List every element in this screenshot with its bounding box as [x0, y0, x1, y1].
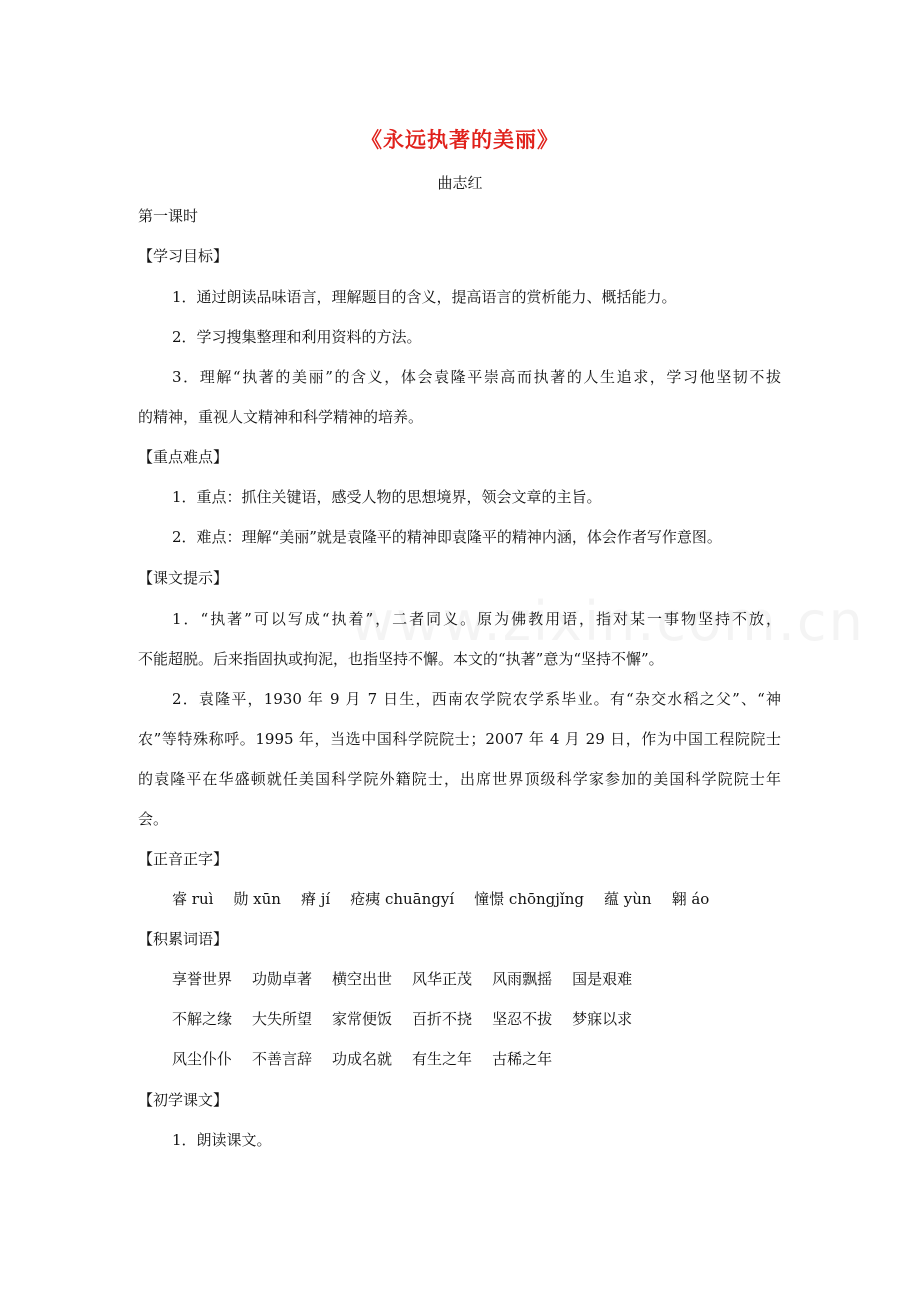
section-heading-reading: 【初学课文】 — [138, 1091, 229, 1109]
keypoint-item: 2．难点：理解“美丽”就是袁隆平的精神即袁隆平的精神内涵，体会作者写作意图。 — [172, 528, 722, 546]
vocabulary-word: 功成名就 — [332, 1050, 393, 1068]
pronunciation-word: 蕴 yùn — [604, 890, 652, 908]
tip-item-continued: 农”等特殊称呼。1995 年，当选中国科学院院士；2007 年 4 月 29 日，作为中国工程院院士 — [138, 730, 781, 748]
vocabulary-row — [172, 968, 632, 990]
vocabulary-word: 不善言辞 — [252, 1050, 313, 1068]
tip-item-continued: 不能超脱。后来指固执或拘泥，也指坚持不懈。本文的“执著”意为“坚持不懈”。 — [138, 650, 664, 668]
lesson-label: 第一课时 — [138, 207, 199, 225]
pronunciation-word: 翱 áo — [671, 890, 710, 908]
pronunciation-list — [172, 888, 709, 910]
vocabulary-word: 大失所望 — [252, 1010, 313, 1028]
goal-item: 2．学习搜集整理和利用资料的方法。 — [172, 328, 422, 346]
vocabulary-word: 古稀之年 — [492, 1050, 553, 1068]
section-heading-tips: 【课文提示】 — [138, 569, 229, 587]
section-heading-vocabulary: 【积累词语】 — [138, 930, 229, 948]
vocabulary-word: 享誉世界 — [172, 970, 233, 988]
goal-item-continued: 的精神，重视人文精神和科学精神的培养。 — [138, 408, 424, 426]
tip-item-continued: 会。 — [138, 810, 169, 828]
pronunciation-word: 睿 ruì — [172, 890, 214, 908]
section-heading-keypoints: 【重点难点】 — [138, 448, 229, 466]
vocabulary-word: 坚忍不拔 — [492, 1010, 553, 1028]
keypoint-item: 1．重点：抓住关键语，感受人物的思想境界，领会文章的主旨。 — [172, 488, 602, 506]
reading-item: 1．朗读课文。 — [172, 1131, 272, 1149]
goal-item: 3．理解“执著的美丽”的含义，体会袁隆平崇高而执著的人生追求，学习他坚韧不拔 — [172, 368, 781, 386]
vocabulary-word: 横空出世 — [332, 970, 393, 988]
tip-item: 1．“执著”可以写成“执着”，二者同义。原为佛教用语，指对某一事物坚持不放， — [172, 610, 781, 628]
tip-item-continued: 的袁隆平在华盛顿就任美国科学院外籍院士，出席世界顶级科学家参加的美国科学院院士年 — [138, 770, 781, 788]
vocabulary-row — [172, 1008, 632, 1030]
pronunciation-word: 憧憬 chōngjǐng — [474, 890, 584, 908]
vocabulary-word: 国是艰难 — [572, 970, 633, 988]
section-heading-goals: 【学习目标】 — [138, 247, 229, 265]
vocabulary-word: 百折不挠 — [412, 1010, 473, 1028]
vocabulary-row — [172, 1048, 552, 1070]
vocabulary-word: 风雨飘摇 — [492, 970, 553, 988]
vocabulary-word: 家常便饭 — [332, 1010, 393, 1028]
document-title: 《永远执著的美丽》 — [361, 128, 559, 152]
pronunciation-word: 勋 xūn — [233, 890, 281, 908]
vocabulary-word: 有生之年 — [412, 1050, 473, 1068]
vocabulary-word: 梦寐以求 — [572, 1010, 633, 1028]
pronunciation-word: 瘠 jí — [300, 890, 331, 908]
vocabulary-word: 风华正茂 — [412, 970, 473, 988]
section-heading-pronunciation: 【正音正字】 — [138, 850, 229, 868]
vocabulary-word: 不解之缘 — [172, 1010, 233, 1028]
tip-item: 2．袁隆平，1930 年 9 月 7 日生，西南农学院农学系毕业。有“杂交水稻之父”、“神 — [172, 690, 781, 708]
vocabulary-word: 风尘仆仆 — [172, 1050, 233, 1068]
vocabulary-word: 功勋卓著 — [252, 970, 313, 988]
pronunciation-word: 疮痍 chuāngyí — [350, 890, 455, 908]
author: 曲志红 — [437, 174, 483, 192]
goal-item: 1．通过朗读品味语言，理解题目的含义，提高语言的赏析能力、概括能力。 — [172, 288, 677, 306]
